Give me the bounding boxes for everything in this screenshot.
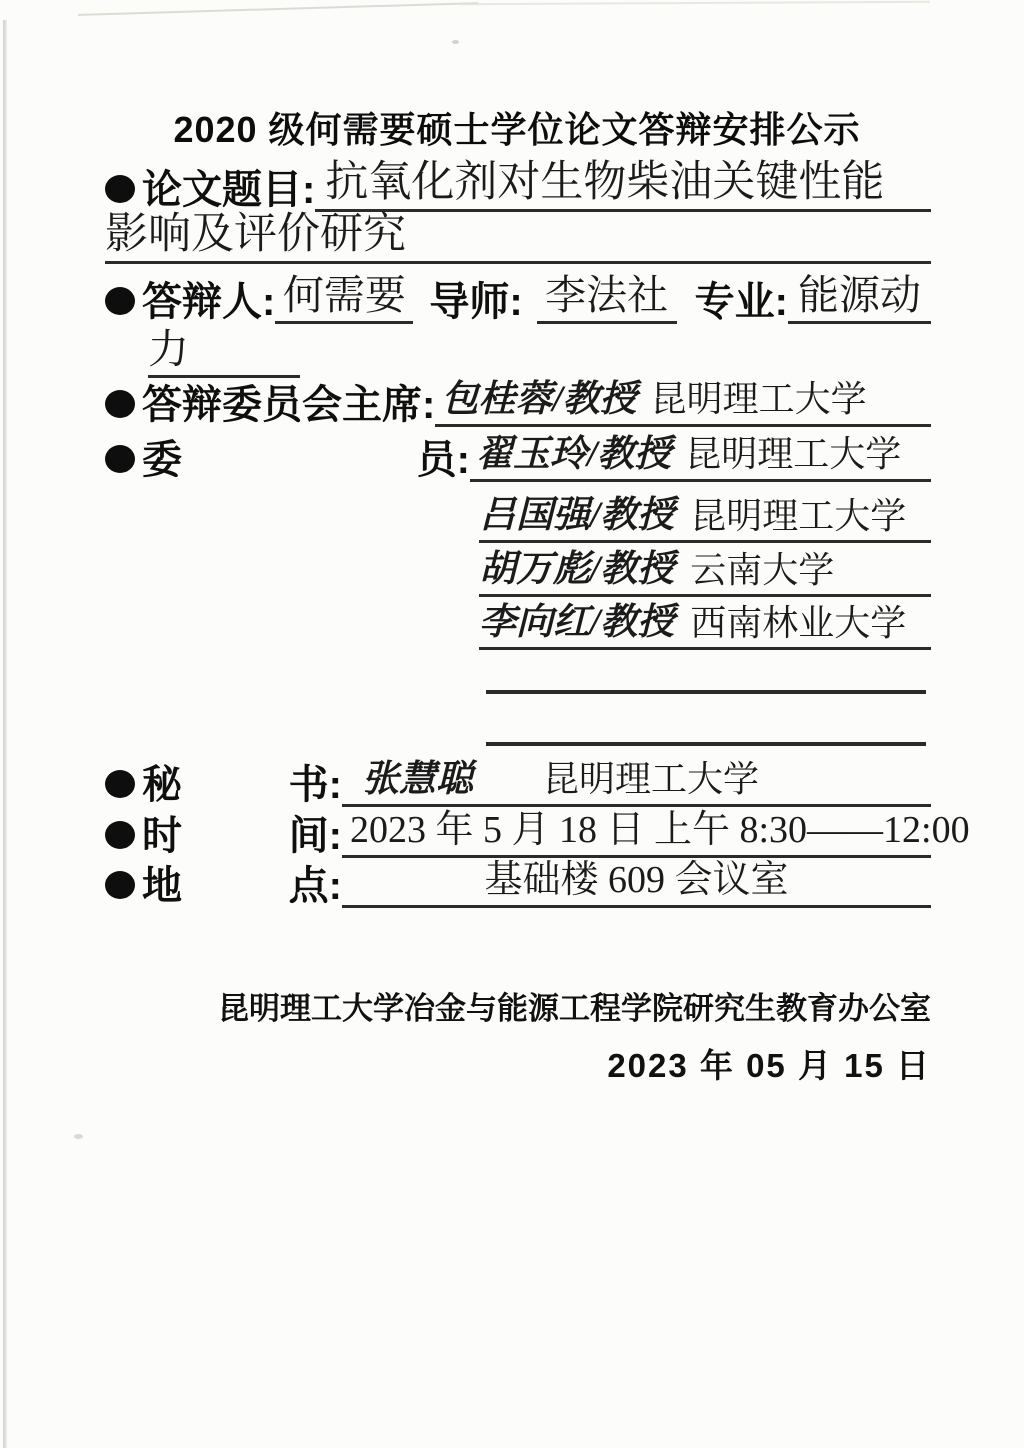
bullet-icon — [105, 770, 135, 798]
secretary-value — [342, 760, 931, 807]
secretary-label-right: 书: — [288, 762, 342, 807]
page-edge-shadow-left — [3, 20, 7, 1448]
member-name-text: 李向红/教授 — [479, 602, 675, 644]
bullet-icon — [105, 821, 135, 849]
thesis-title-label: 论文题目: — [142, 167, 316, 212]
committee-member-2 — [479, 493, 931, 543]
bullet-icon — [105, 445, 135, 473]
issue-date: 2023 年 05 月 15 日 — [607, 1047, 931, 1084]
member-affiliation: 西南林业大学 — [690, 603, 907, 644]
location-label-left: 地 — [142, 863, 182, 908]
major-value-line1: 能源动 — [788, 273, 931, 324]
bullet-icon — [105, 287, 135, 315]
scan-speck — [74, 1134, 83, 1139]
committee-chair-row — [105, 379, 931, 427]
committee-members-row — [105, 434, 931, 482]
committee-member-3 — [479, 547, 931, 597]
committee-member-4 — [479, 600, 931, 650]
defender-row — [105, 271, 931, 324]
major-row-2 — [105, 325, 931, 378]
member-affiliation: 云南大学 — [690, 550, 835, 591]
member-name — [479, 603, 674, 644]
page-title: 2020 级何需要硕士学位论文答辩安排公示 — [173, 109, 861, 150]
chair-name: 包桂蓉/教授 — [441, 379, 637, 421]
thesis-title-value-line2: 影响及评价研究 — [105, 211, 931, 264]
scan-artifact-top-line — [78, 2, 478, 16]
time-label — [142, 815, 342, 858]
major-value-line2: 力 — [148, 327, 300, 378]
member-name-text: 吕国强/教授 — [479, 495, 675, 537]
location-value: 基础楼 609 会议室 — [342, 860, 931, 908]
thesis-title-value-line1: 抗氧化剂对生物柴油关键性能 — [315, 159, 931, 212]
location-label — [142, 865, 342, 908]
secretary-name: 张慧聪 — [362, 759, 473, 801]
committee-chair-label: 答辩委员会主席: — [142, 382, 436, 427]
advisor-label: 导师: — [429, 279, 523, 324]
member-name-text: 胡万彪/教授 — [479, 549, 675, 591]
scan-artifact-top-line-right — [460, 1, 930, 5]
blank-member-line-2 — [486, 742, 926, 746]
defender-label: 答辩人: — [142, 279, 276, 324]
bullet-icon — [105, 175, 135, 203]
issuing-office: 昆明理工大学冶金与能源工程学院研究生教育办公室 — [218, 991, 931, 1026]
major-label: 专业: — [694, 279, 788, 324]
secretary-affiliation: 昆明理工大学 — [543, 759, 760, 800]
bullet-icon — [105, 390, 135, 418]
committee-label-left: 委 — [142, 437, 182, 482]
time-row — [105, 809, 970, 858]
secretary-label — [142, 764, 342, 807]
chair-affiliation: 昆明理工大学 — [650, 379, 867, 420]
secretary-row — [105, 759, 931, 807]
advisor-name: 李法社 — [537, 273, 677, 324]
member-affiliation: 昆明理工大学 — [685, 434, 902, 475]
blank-member-line-1 — [486, 690, 926, 694]
committee-label-right: 员: — [416, 437, 470, 482]
time-label-left: 时 — [142, 813, 182, 858]
committee-members-label — [142, 439, 470, 482]
member-affiliation: 昆明理工大学 — [690, 496, 907, 537]
member-name — [479, 496, 674, 537]
committee-chair-value — [435, 380, 931, 427]
time-value: 2023 年 5 月 18 日 上午 8:30——12:00 — [342, 810, 931, 858]
location-label-right: 点: — [288, 863, 342, 908]
member-name — [479, 550, 674, 591]
defender-name: 何需要 — [275, 273, 413, 324]
scan-speck — [452, 40, 459, 44]
bullet-icon — [105, 871, 135, 899]
secretary-label-left: 秘 — [142, 762, 182, 807]
time-label-right: 间: — [288, 813, 342, 858]
thesis-title-row-2 — [105, 210, 931, 264]
thesis-title-row — [105, 156, 931, 212]
member-name: 翟玉玲/教授 — [476, 434, 672, 476]
location-row — [105, 859, 931, 908]
committee-member-1 — [470, 435, 931, 482]
